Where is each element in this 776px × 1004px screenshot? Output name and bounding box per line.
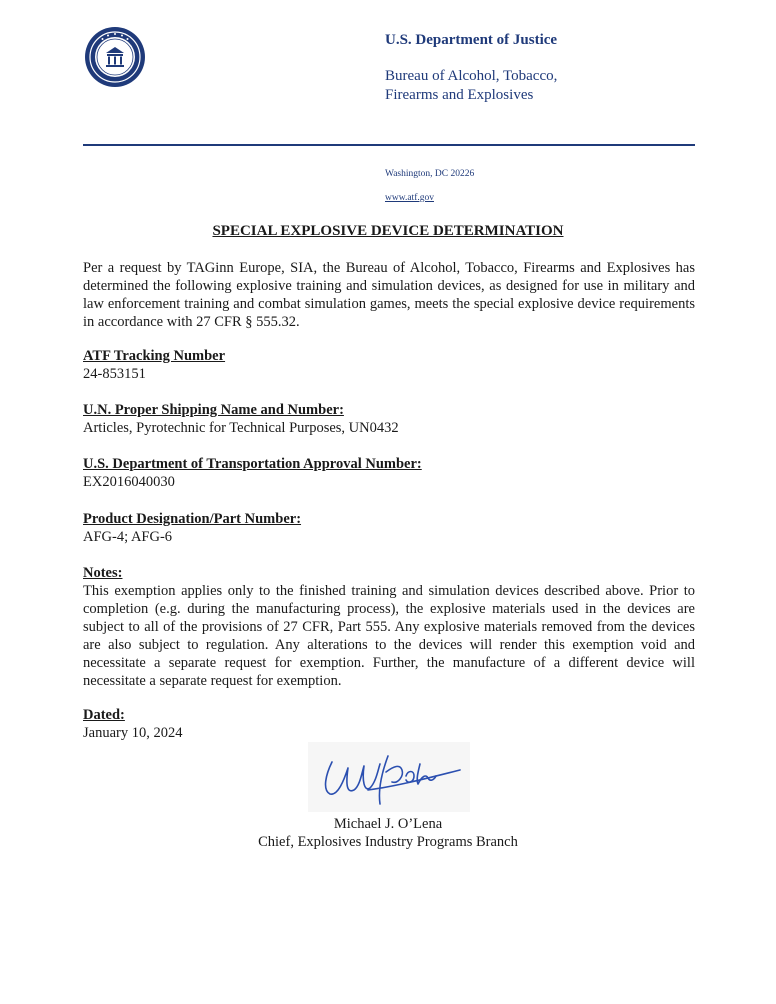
handwritten-signature [308, 742, 470, 812]
bureau-name [385, 67, 685, 105]
document-title-text: SPECIAL EXPLOSIVE DEVICE DETERMINATION [212, 223, 564, 239]
signature-area [308, 742, 470, 812]
dated-section [83, 706, 695, 742]
shipping-section [83, 401, 695, 437]
shipping-value: Articles, Pyrotechnic for Technical Purposes, UN0432 [83, 420, 399, 436]
website-link[interactable]: www.atf.gov [385, 193, 434, 203]
letterhead-divider [83, 144, 695, 146]
dot-section [83, 455, 695, 491]
dot-value: EX2016040030 [83, 474, 175, 490]
bureau-name-line1: Bureau of Alcohol, Tobacco, [385, 68, 558, 84]
document-title [0, 223, 776, 240]
office-address: Washington, DC 20226 [385, 169, 475, 179]
tracking-section [83, 347, 695, 383]
dot-label: U.S. Department of Transportation Approval Number: [83, 456, 422, 472]
product-section [83, 510, 695, 546]
shipping-label: U.N. Proper Shipping Name and Number: [83, 402, 344, 418]
dated-label: Dated: [83, 707, 125, 723]
tracking-label: ATF Tracking Number [83, 348, 226, 364]
signer-name: Michael J. O’Lena [333, 816, 443, 832]
notes-section [83, 564, 695, 690]
signer-title: Chief, Explosives Industry Programs Branch [258, 834, 518, 850]
notes-value: This exemption applies only to the finished training and simulation devices described above. Prior to completion (e.g. during the manufacturing process), the explosive materials used in the devices are subject to all of the provisions of 27 CFR, Part 555. Any explosive materials removed from the devices are also subject to regulation. Any alterations to the devices will render this exemption void and necessitate a separate request for exemption. Further, the manufacture of a different device will necessitate a separate request for exemption. [83, 583, 695, 689]
dated-value: January 10, 2024 [83, 725, 183, 741]
notes-label: Notes: [83, 565, 123, 581]
product-value: AFG-4; AFG-6 [83, 529, 173, 545]
department-name: U.S. Department of Justice [385, 32, 558, 48]
doj-seal-icon [84, 26, 146, 88]
intro-paragraph: Per a request by TAGinn Europe, SIA, the Bureau of Alcohol, Tobacco, Firearms and Explosives has determined the following explosive training and simulation devices, as designed for use in military and law enforcement training and combat simulation games, meets the special explosive device requirements in accordance with 27 CFR § 555.32. [83, 260, 695, 330]
product-label: Product Designation/Part Number: [83, 511, 302, 527]
tracking-value: 24-853151 [83, 366, 146, 382]
bureau-name-line2: Firearms and Explosives [385, 87, 534, 103]
